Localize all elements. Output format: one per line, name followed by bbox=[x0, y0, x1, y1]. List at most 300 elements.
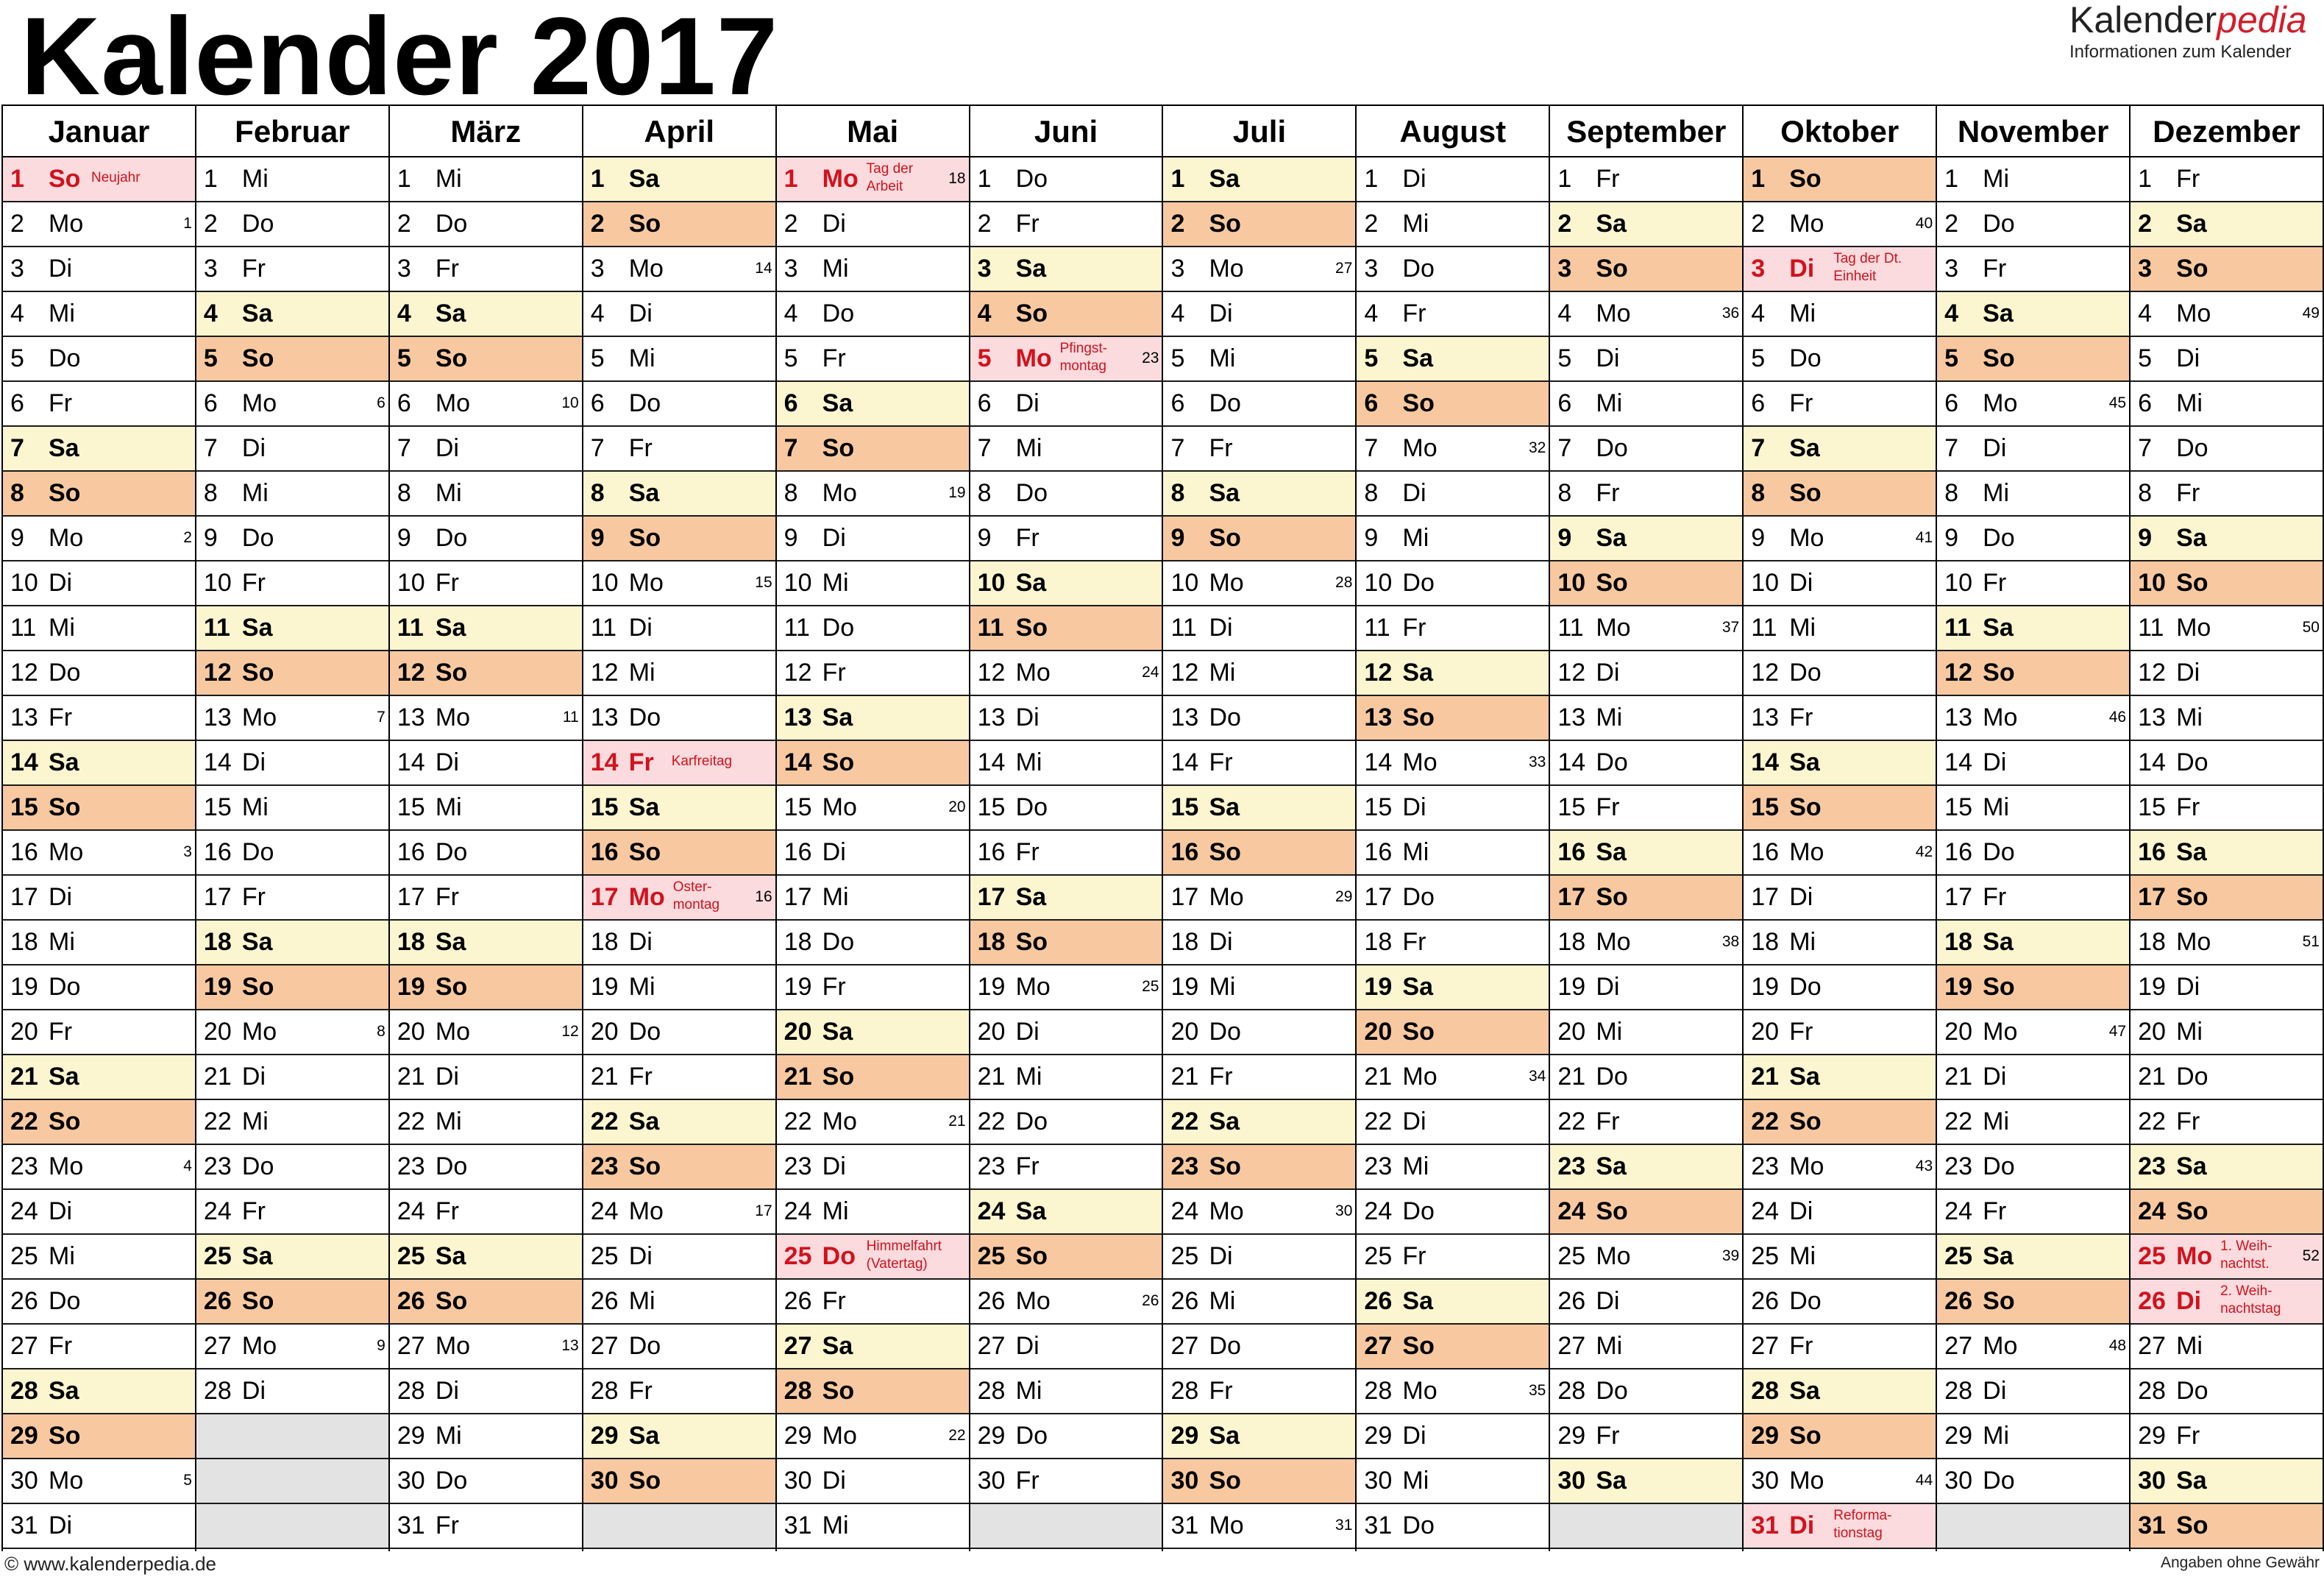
day-number: 16 bbox=[1751, 838, 1780, 866]
weekday-label: Mo bbox=[2176, 1242, 2213, 1270]
weekday-label: Mo bbox=[1209, 255, 1244, 283]
day-cell bbox=[1744, 1235, 1936, 1280]
day-cell bbox=[196, 1145, 388, 1190]
day-cell bbox=[777, 1459, 969, 1504]
day-cell bbox=[777, 337, 969, 382]
day-cell bbox=[3, 1504, 195, 1549]
day-cell bbox=[2131, 202, 2323, 247]
day-cell bbox=[970, 1235, 1162, 1280]
day-number: 22 bbox=[590, 1108, 619, 1135]
day-number: 13 bbox=[203, 704, 232, 731]
month-column bbox=[1744, 106, 1937, 1551]
day-cell bbox=[1744, 202, 1936, 247]
day-cell bbox=[777, 1010, 969, 1055]
weekday-label: Di bbox=[435, 748, 459, 776]
day-number: 7 bbox=[2138, 434, 2152, 462]
day-number: 14 bbox=[783, 748, 812, 776]
day-number: 5 bbox=[1364, 344, 1379, 372]
day-number: 6 bbox=[1170, 389, 1185, 417]
day-number: 16 bbox=[1557, 838, 1586, 866]
weekday-label: Sa bbox=[1983, 614, 2014, 642]
day-cell bbox=[196, 786, 388, 831]
weekday-label: Di bbox=[241, 1377, 266, 1405]
day-cell bbox=[970, 427, 1162, 472]
month-column bbox=[196, 106, 390, 1551]
day-cell bbox=[1163, 472, 1355, 517]
day-cell bbox=[1550, 786, 1742, 831]
day-number: 13 bbox=[783, 704, 812, 731]
day-number: 28 bbox=[1751, 1377, 1780, 1405]
weekday-label: Sa bbox=[1015, 1197, 1047, 1225]
day-number: 16 bbox=[590, 838, 619, 866]
day-number: 12 bbox=[203, 659, 232, 687]
day-number: 15 bbox=[397, 793, 425, 821]
weekday-label: Do bbox=[822, 614, 855, 642]
day-cell bbox=[583, 1280, 775, 1325]
day-cell bbox=[777, 561, 969, 606]
empty-day-cell bbox=[583, 1504, 775, 1549]
day-cell bbox=[390, 965, 582, 1010]
day-cell bbox=[1744, 1190, 1936, 1235]
day-number: 14 bbox=[10, 748, 38, 776]
day-cell bbox=[1357, 786, 1549, 831]
weekday-label: Di bbox=[822, 524, 846, 552]
footer-url[interactable]: © www.kalenderpedia.de bbox=[4, 1553, 216, 1575]
day-cell bbox=[2131, 472, 2323, 517]
weekday-label: Di bbox=[1402, 479, 1426, 507]
day-number: 22 bbox=[1751, 1108, 1780, 1135]
day-cell bbox=[3, 292, 195, 337]
day-cell bbox=[583, 472, 775, 517]
weekday-label: Mo bbox=[2176, 614, 2211, 642]
weekday-label: Mi bbox=[1015, 1063, 1042, 1091]
day-cell bbox=[1744, 1145, 1936, 1190]
day-cell bbox=[1357, 1190, 1549, 1235]
day-number: 27 bbox=[203, 1332, 232, 1360]
day-cell bbox=[1937, 472, 2129, 517]
weekday-label: So bbox=[241, 344, 274, 372]
day-number: 19 bbox=[203, 973, 232, 1001]
week-number: 19 bbox=[948, 484, 966, 501]
week-number: 7 bbox=[377, 709, 385, 726]
day-cell bbox=[390, 1010, 582, 1055]
weekday-label: Fr bbox=[241, 255, 266, 283]
weekday-label: Mo bbox=[1015, 973, 1051, 1001]
day-number: 1 bbox=[1557, 165, 1572, 193]
day-cell bbox=[1163, 696, 1355, 741]
day-cell bbox=[970, 517, 1162, 561]
day-cell bbox=[583, 1010, 775, 1055]
day-cell bbox=[777, 786, 969, 831]
day-cell bbox=[1744, 1100, 1936, 1145]
day-cell bbox=[3, 517, 195, 561]
day-number: 14 bbox=[203, 748, 232, 776]
weekday-label: So bbox=[628, 838, 661, 866]
day-number: 5 bbox=[783, 344, 798, 372]
day-cell bbox=[1937, 1145, 2129, 1190]
day-number: 9 bbox=[1944, 524, 1959, 552]
weekday-label: Mi bbox=[822, 569, 849, 597]
day-cell bbox=[1550, 202, 1742, 247]
weekday-label: Do bbox=[628, 389, 661, 417]
weekday-label: Sa bbox=[1209, 479, 1240, 507]
day-cell bbox=[1744, 1010, 1936, 1055]
weekday-label: Sa bbox=[1402, 344, 1433, 372]
brand-logo[interactable] bbox=[2069, 0, 2320, 63]
week-number: 51 bbox=[2302, 933, 2320, 950]
day-number: 9 bbox=[203, 524, 218, 552]
day-number: 4 bbox=[397, 300, 411, 327]
day-cell bbox=[583, 696, 775, 741]
day-cell bbox=[777, 157, 969, 202]
day-number: 28 bbox=[2138, 1377, 2166, 1405]
day-cell bbox=[1937, 1325, 2129, 1369]
month-header: Juni bbox=[970, 106, 1162, 157]
weekday-label: Fr bbox=[822, 659, 846, 687]
weekday-label: Mi bbox=[435, 793, 462, 821]
weekday-label: Mi bbox=[1015, 434, 1042, 462]
day-cell bbox=[1163, 292, 1355, 337]
day-number: 28 bbox=[203, 1377, 232, 1405]
empty-day-cell bbox=[1937, 1504, 2129, 1549]
day-cell bbox=[777, 831, 969, 876]
day-cell bbox=[1937, 876, 2129, 921]
weekday-label: Fr bbox=[1015, 524, 1040, 552]
weekday-label: So bbox=[822, 748, 855, 776]
day-cell bbox=[1550, 1325, 1742, 1369]
day-cell bbox=[3, 247, 195, 292]
weekday-label: Sa bbox=[435, 928, 466, 956]
day-cell bbox=[1744, 472, 1936, 517]
day-cell bbox=[1357, 1414, 1549, 1459]
weekday-label: Di bbox=[628, 928, 653, 956]
month-header: November bbox=[1937, 106, 2129, 157]
weekday-label: Mi bbox=[435, 479, 462, 507]
day-number: 18 bbox=[2138, 928, 2166, 956]
weekday-label: Fr bbox=[49, 389, 73, 417]
holiday-label: 2. Weih- nachtstag bbox=[2220, 1283, 2281, 1316]
weekday-label: Mi bbox=[2176, 1332, 2203, 1360]
day-number: 31 bbox=[1170, 1512, 1199, 1539]
day-cell bbox=[1357, 651, 1549, 696]
day-number: 19 bbox=[2138, 973, 2166, 1001]
day-cell bbox=[1357, 741, 1549, 786]
day-number: 3 bbox=[1364, 255, 1379, 283]
day-cell bbox=[1937, 337, 2129, 382]
day-cell bbox=[583, 427, 775, 472]
weekday-label: Sa bbox=[1402, 973, 1433, 1001]
day-number: 18 bbox=[397, 928, 425, 956]
weekday-label: Mo bbox=[49, 210, 84, 238]
day-cell bbox=[1550, 1235, 1742, 1280]
weekday-label: Fr bbox=[628, 1063, 653, 1091]
day-number: 16 bbox=[1364, 838, 1393, 866]
weekday-label: Di bbox=[1983, 748, 2007, 776]
weekday-label: So bbox=[2176, 1197, 2208, 1225]
day-number: 12 bbox=[10, 659, 38, 687]
day-cell bbox=[1550, 1280, 1742, 1325]
day-number: 14 bbox=[1557, 748, 1586, 776]
day-number: 21 bbox=[1944, 1063, 1972, 1091]
weekday-label: So bbox=[1983, 973, 2015, 1001]
weekday-label: Do bbox=[1209, 1332, 1241, 1360]
weekday-label: Mi bbox=[1983, 1108, 2010, 1135]
weekday-label: Fr bbox=[1209, 748, 1233, 776]
weekday-label: Do bbox=[1015, 165, 1048, 193]
day-cell bbox=[2131, 965, 2323, 1010]
weekday-label: Do bbox=[435, 1152, 468, 1180]
weekday-label: Di bbox=[1789, 883, 1813, 911]
weekday-label: Do bbox=[241, 838, 274, 866]
day-cell bbox=[1744, 831, 1936, 876]
weekday-label: So bbox=[1015, 928, 1048, 956]
day-number: 15 bbox=[1557, 793, 1586, 821]
day-number: 6 bbox=[397, 389, 411, 417]
day-cell bbox=[1937, 1414, 2129, 1459]
day-cell bbox=[583, 1459, 775, 1504]
day-number: 7 bbox=[1170, 434, 1185, 462]
day-cell bbox=[390, 1504, 582, 1549]
day-cell bbox=[1550, 921, 1742, 965]
day-number: 19 bbox=[590, 973, 619, 1001]
day-cell bbox=[1744, 292, 1936, 337]
day-cell bbox=[390, 921, 582, 965]
weekday-label: Mi bbox=[1015, 748, 1042, 776]
weekday-label: Di bbox=[628, 1242, 653, 1270]
day-cell bbox=[1937, 921, 2129, 965]
day-number: 18 bbox=[590, 928, 619, 956]
weekday-label: Di bbox=[241, 434, 266, 462]
day-number: 29 bbox=[2138, 1422, 2166, 1450]
weekday-label: Fr bbox=[49, 1332, 73, 1360]
day-number: 24 bbox=[1170, 1197, 1199, 1225]
weekday-label: Do bbox=[241, 1152, 274, 1180]
month-column bbox=[583, 106, 777, 1551]
day-cell bbox=[1744, 1414, 1936, 1459]
day-number: 19 bbox=[1557, 973, 1586, 1001]
weekday-label: Do bbox=[1209, 389, 1241, 417]
day-number: 22 bbox=[203, 1108, 232, 1135]
weekday-label: Mi bbox=[1983, 793, 2010, 821]
week-number: 48 bbox=[2108, 1337, 2127, 1354]
year-calendar-grid bbox=[1, 104, 2324, 1551]
day-cell bbox=[1163, 247, 1355, 292]
week-number: 20 bbox=[948, 798, 966, 815]
day-cell bbox=[583, 1190, 775, 1235]
day-cell bbox=[1163, 1235, 1355, 1280]
weekday-label: Mo bbox=[49, 1467, 84, 1495]
day-number: 21 bbox=[1557, 1063, 1586, 1091]
day-cell bbox=[3, 1280, 195, 1325]
day-number: 22 bbox=[783, 1108, 812, 1135]
weekday-label: Di bbox=[1596, 1287, 1620, 1315]
day-number: 17 bbox=[1751, 883, 1780, 911]
day-number: 8 bbox=[1944, 479, 1959, 507]
weekday-label: Mo bbox=[822, 165, 859, 193]
day-number: 27 bbox=[590, 1332, 619, 1360]
day-cell bbox=[1744, 921, 1936, 965]
weekday-label: Di bbox=[1402, 1422, 1426, 1450]
day-number: 30 bbox=[397, 1467, 425, 1495]
day-number: 11 bbox=[1364, 614, 1390, 642]
day-cell bbox=[583, 786, 775, 831]
day-number: 28 bbox=[1364, 1377, 1393, 1405]
weekday-label: Mi bbox=[1789, 928, 1816, 956]
weekday-label: Sa bbox=[822, 704, 853, 731]
day-cell bbox=[1163, 606, 1355, 651]
day-number: 19 bbox=[783, 973, 812, 1001]
day-cell bbox=[1357, 696, 1549, 741]
day-number: 24 bbox=[10, 1197, 38, 1225]
day-cell bbox=[3, 561, 195, 606]
day-cell bbox=[390, 561, 582, 606]
day-number: 3 bbox=[1170, 255, 1185, 283]
day-cell bbox=[1550, 517, 1742, 561]
day-cell bbox=[1357, 1055, 1549, 1100]
day-number: 2 bbox=[2138, 210, 2152, 238]
weekday-label: Di bbox=[1983, 1377, 2007, 1405]
day-number: 5 bbox=[1944, 344, 1959, 372]
weekday-label: Sa bbox=[1015, 569, 1047, 597]
day-number: 17 bbox=[1944, 883, 1972, 911]
day-number: 7 bbox=[1364, 434, 1379, 462]
day-cell bbox=[1744, 651, 1936, 696]
day-cell bbox=[777, 1325, 969, 1369]
day-number: 27 bbox=[2138, 1332, 2166, 1360]
day-cell bbox=[2131, 1459, 2323, 1504]
day-number: 30 bbox=[590, 1467, 619, 1495]
weekday-label: Di bbox=[435, 434, 459, 462]
day-number: 5 bbox=[10, 344, 24, 372]
day-cell bbox=[2131, 1010, 2323, 1055]
day-number: 7 bbox=[397, 434, 411, 462]
weekday-label: Di bbox=[1402, 165, 1426, 193]
weekday-label: Di bbox=[1209, 300, 1233, 327]
weekday-label: Sa bbox=[2176, 210, 2207, 238]
day-cell bbox=[777, 202, 969, 247]
day-cell bbox=[1937, 1280, 2129, 1325]
weekday-label: Sa bbox=[435, 1242, 466, 1270]
day-number: 24 bbox=[1751, 1197, 1780, 1225]
weekday-label: Mo bbox=[628, 255, 664, 283]
day-cell bbox=[390, 472, 582, 517]
month-header: August bbox=[1357, 106, 1549, 157]
day-cell bbox=[583, 1055, 775, 1100]
day-number: 29 bbox=[1170, 1422, 1199, 1450]
week-number: 49 bbox=[2302, 305, 2320, 322]
weekday-label: Mo bbox=[241, 704, 277, 731]
day-cell bbox=[970, 561, 1162, 606]
weekday-label: Mi bbox=[241, 1108, 269, 1135]
day-number: 17 bbox=[397, 883, 425, 911]
day-cell bbox=[970, 1369, 1162, 1414]
day-number: 27 bbox=[1751, 1332, 1780, 1360]
day-number: 28 bbox=[1170, 1377, 1199, 1405]
day-cell bbox=[196, 202, 388, 247]
weekday-label: Mo bbox=[1983, 1332, 2018, 1360]
weekday-label: Fr bbox=[1789, 704, 1813, 731]
day-number: 25 bbox=[10, 1242, 38, 1270]
weekday-label: Mi bbox=[1789, 614, 1816, 642]
day-number: 13 bbox=[1944, 704, 1972, 731]
day-number: 17 bbox=[1170, 883, 1199, 911]
day-cell bbox=[390, 337, 582, 382]
weekday-label: Do bbox=[1596, 1377, 1628, 1405]
day-cell bbox=[1744, 965, 1936, 1010]
day-cell bbox=[970, 1459, 1162, 1504]
day-number: 11 bbox=[783, 614, 810, 642]
day-number: 8 bbox=[203, 479, 218, 507]
weekday-label: Di bbox=[1402, 793, 1426, 821]
weekday-label: Mi bbox=[1402, 1152, 1429, 1180]
weekday-label: Mo bbox=[628, 569, 664, 597]
day-number: 25 bbox=[1170, 1242, 1199, 1270]
weekday-label: So bbox=[2176, 569, 2208, 597]
weekday-label: Sa bbox=[1402, 659, 1433, 687]
day-cell bbox=[1744, 517, 1936, 561]
day-number: 23 bbox=[1557, 1152, 1586, 1180]
day-cell bbox=[1163, 1459, 1355, 1504]
week-number: 44 bbox=[1915, 1472, 1933, 1489]
weekday-label: Sa bbox=[435, 300, 466, 327]
month-column bbox=[1163, 106, 1357, 1551]
weekday-label: Mo bbox=[1789, 1467, 1824, 1495]
day-number: 29 bbox=[783, 1422, 812, 1450]
day-cell bbox=[1163, 651, 1355, 696]
day-number: 15 bbox=[783, 793, 812, 821]
weekday-label: Mi bbox=[49, 1242, 75, 1270]
weekday-label: So bbox=[435, 659, 468, 687]
day-cell bbox=[583, 337, 775, 382]
day-number: 9 bbox=[783, 524, 798, 552]
day-cell bbox=[196, 1190, 388, 1235]
weekday-label: Do bbox=[435, 838, 468, 866]
day-cell bbox=[970, 1414, 1162, 1459]
day-cell bbox=[777, 1414, 969, 1459]
day-number: 1 bbox=[1751, 165, 1766, 193]
weekday-label: Mi bbox=[1789, 1242, 1816, 1270]
day-number: 8 bbox=[977, 479, 992, 507]
weekday-label: Fr bbox=[241, 569, 266, 597]
weekday-label: Mi bbox=[435, 1108, 462, 1135]
weekday-label: Fr bbox=[1015, 838, 1040, 866]
day-cell bbox=[196, 1100, 388, 1145]
weekday-label: Fr bbox=[2176, 479, 2200, 507]
weekday-label: Sa bbox=[1789, 1377, 1820, 1405]
day-cell bbox=[1163, 561, 1355, 606]
day-cell bbox=[1357, 1504, 1549, 1549]
day-number: 4 bbox=[2138, 300, 2152, 327]
weekday-label: So bbox=[1402, 704, 1435, 731]
day-cell bbox=[1937, 1459, 2129, 1504]
day-number: 2 bbox=[1557, 210, 1572, 238]
day-number: 30 bbox=[2138, 1467, 2166, 1495]
week-number: 36 bbox=[1721, 305, 1740, 322]
day-cell bbox=[970, 1325, 1162, 1369]
day-cell bbox=[583, 921, 775, 965]
day-number: 31 bbox=[397, 1512, 425, 1539]
weekday-label: Mo bbox=[241, 1332, 277, 1360]
day-cell bbox=[1357, 1325, 1549, 1369]
day-cell bbox=[3, 1010, 195, 1055]
day-number: 1 bbox=[1944, 165, 1959, 193]
weekday-label: Di bbox=[241, 1063, 266, 1091]
day-number: 6 bbox=[1557, 389, 1572, 417]
day-number: 21 bbox=[783, 1063, 812, 1091]
day-cell bbox=[1357, 292, 1549, 337]
day-number: 1 bbox=[397, 165, 411, 193]
day-number: 8 bbox=[1557, 479, 1572, 507]
